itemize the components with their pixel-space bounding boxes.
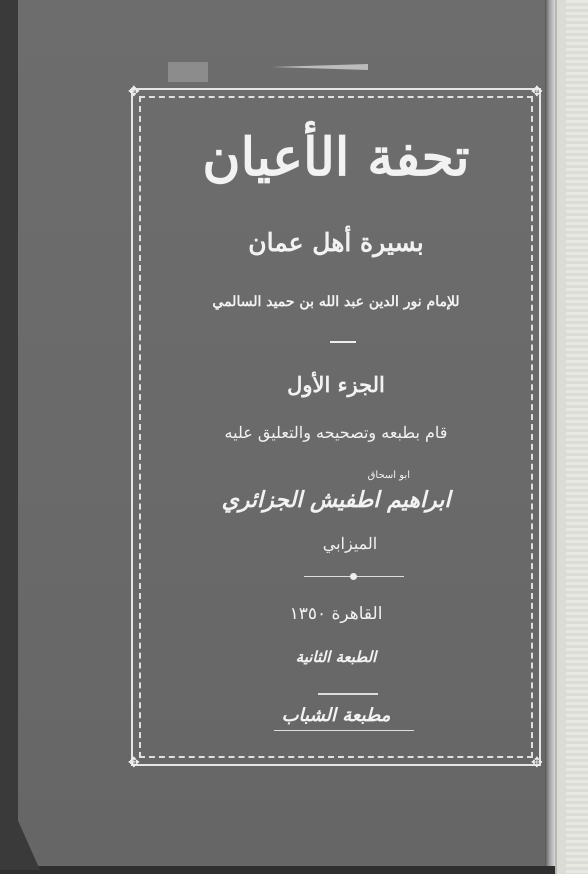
publisher-label: ابو اسحاق: [367, 470, 410, 481]
divider: [330, 341, 356, 343]
torn-corner: [0, 780, 40, 870]
author-line: للإمام نور الدين عبد الله بن حميد السالمي: [212, 294, 460, 310]
page-edge: [545, 0, 555, 874]
printing-note: قام بطبعه وتصحيحه والتعليق عليه: [224, 423, 448, 442]
volume-label: الجزء الأول: [287, 372, 385, 397]
ornament-corner-icon: ✥: [128, 84, 140, 100]
press-name: مطبعة الشباب: [281, 705, 391, 726]
book-subtitle: بسيرة أهل عمان: [248, 228, 424, 257]
divider: [318, 693, 378, 695]
ornamental-divider: [304, 576, 404, 577]
ornament-corner-icon: ✥: [531, 84, 543, 100]
paper-damage: [168, 62, 208, 82]
publisher-origin: الميزابي: [322, 534, 378, 553]
place-year: القاهرة ١٣٥٠: [289, 604, 383, 624]
press-underline: [274, 730, 414, 731]
publisher-name: ابراهيم اطفيش الجزائري: [221, 487, 451, 513]
edition-label: الطبعة الثانية: [295, 648, 377, 666]
side-page-texture: [566, 0, 588, 874]
bottom-shadow: [0, 866, 555, 874]
ornament-corner-icon: ✥: [531, 755, 543, 771]
book-title: تحفة الأعيان: [202, 127, 470, 188]
ornament-corner-icon: ✥: [128, 755, 140, 771]
